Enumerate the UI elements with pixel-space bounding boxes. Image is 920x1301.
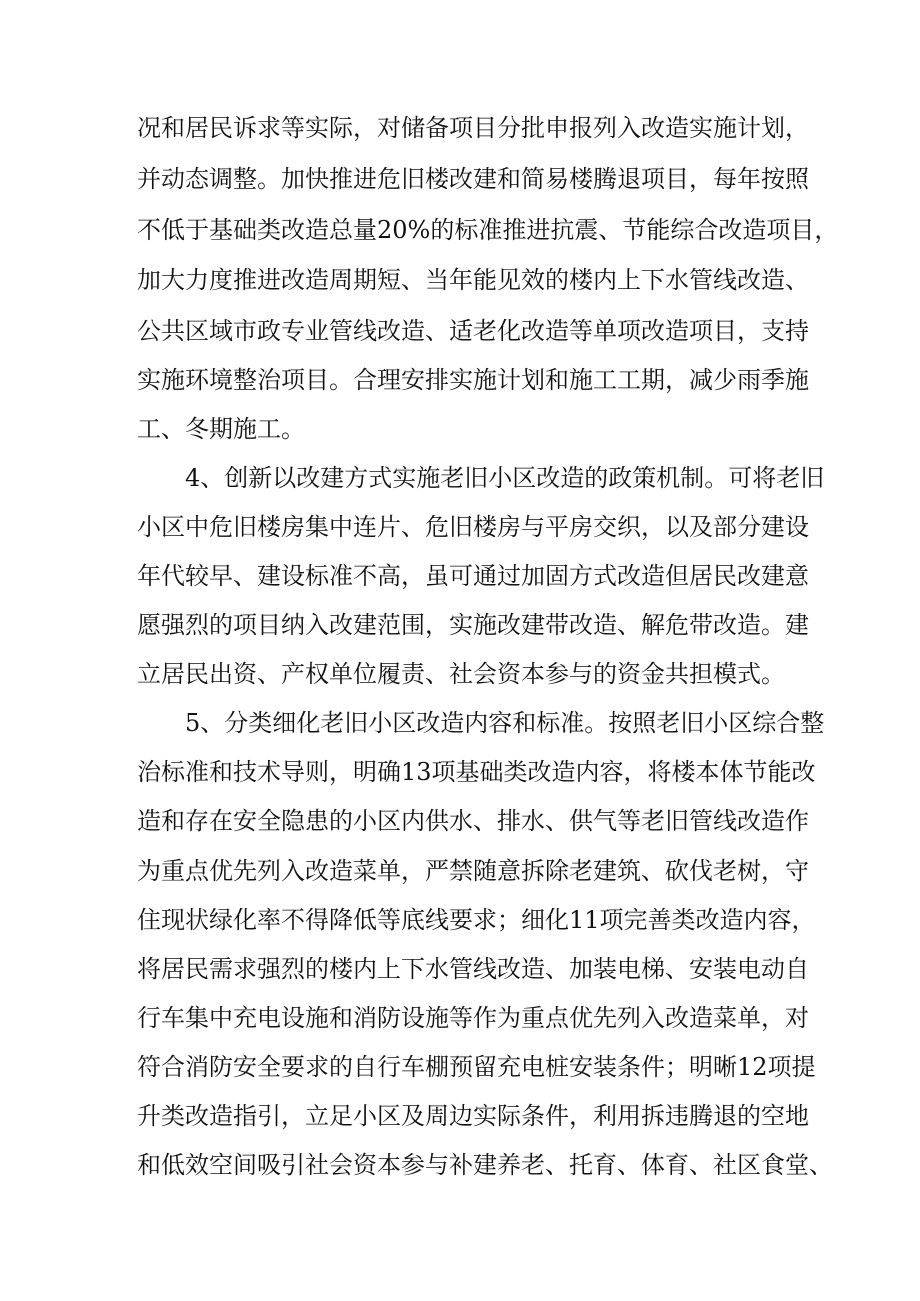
line-text: 住现状绿化率不得降低等底线要求；细化11项完善类改造内容， [137, 906, 816, 934]
line-text: 实施环境整治项目。合理安排实施计划和施工工期，减少雨季施 [137, 366, 809, 394]
text-line [0, 159, 920, 199]
text-line [0, 1047, 920, 1087]
text-line [0, 1145, 920, 1185]
line-text: 工、冬期施工。 [137, 415, 305, 443]
line-text: 愿强烈的项目纳入改建范围，实施改建带改造、解危带改造。建 [137, 611, 809, 639]
text-line [0, 409, 920, 449]
line-text: 年代较早、建设标准不高，虽可通过加固方式改造但居民改建意 [137, 562, 809, 590]
line-text: 行车集中充电设施和消防设施等作为重点优先列入改造菜单，对 [137, 1004, 809, 1032]
line-text: 5、分类细化老旧小区改造内容和标准。按照老旧小区综合整 [185, 709, 825, 737]
text-line [0, 949, 920, 989]
text-line [0, 654, 920, 694]
line-text: 并动态调整。加快推进危旧楼改建和简易楼腾退项目，每年按照 [137, 165, 809, 193]
text-line [0, 1096, 920, 1136]
text-line [0, 801, 920, 841]
line-text: 立居民出资、产权单位履责、社会资本参与的资金共担模式。 [137, 660, 785, 688]
line-text: 将居民需求强烈的楼内上下水管线改造、加装电梯、安装电动自 [137, 955, 809, 983]
line-text: 治标准和技术导则，明确13项基础类改造内容，将楼本体节能改 [137, 758, 816, 786]
line-text: 公共区域市政专业管线改造、适老化改造等单项改造项目，支持 [137, 317, 809, 345]
text-line [0, 507, 920, 547]
text-line [0, 210, 920, 250]
line-text: 加大力度推进改造周期短、当年能见效的楼内上下水管线改造、 [137, 266, 809, 294]
line-text: 造和存在安全隐患的小区内供水、排水、供气等老旧管线改造作 [137, 807, 809, 835]
text-line [0, 108, 920, 148]
line-text: 小区中危旧楼房集中连片、危旧楼房与平房交织，以及部分建设 [137, 513, 809, 541]
line-text: 升类改造指引，立足小区及周边实际条件，利用拆违腾退的空地 [137, 1102, 809, 1130]
line-text: 不低于基础类改造总量20%的标准推进抗震、节能综合改造项目， [137, 216, 839, 244]
text-line [0, 998, 920, 1038]
text-line [0, 311, 920, 351]
text-line [0, 556, 920, 596]
text-line [0, 260, 920, 300]
line-text: 4、创新以改建方式实施老旧小区改造的政策机制。可将老旧 [185, 464, 825, 492]
paragraph-start-line [0, 703, 920, 743]
paragraph-start-line [0, 458, 920, 498]
text-line [0, 900, 920, 940]
line-text: 符合消防安全要求的自行车棚预留充电桩安装条件；明晰12项提 [137, 1053, 816, 1081]
text-line [0, 360, 920, 400]
text-line [0, 605, 920, 645]
line-text: 况和居民诉求等实际，对储备项目分批申报列入改造实施计划， [137, 114, 809, 142]
text-line [0, 752, 920, 792]
line-text: 为重点优先列入改造菜单，严禁随意拆除老建筑、砍伐老树，守 [137, 857, 809, 885]
text-line [0, 851, 920, 891]
line-text: 和低效空间吸引社会资本参与补建养老、托育、体育、社区食堂、 [137, 1151, 833, 1179]
